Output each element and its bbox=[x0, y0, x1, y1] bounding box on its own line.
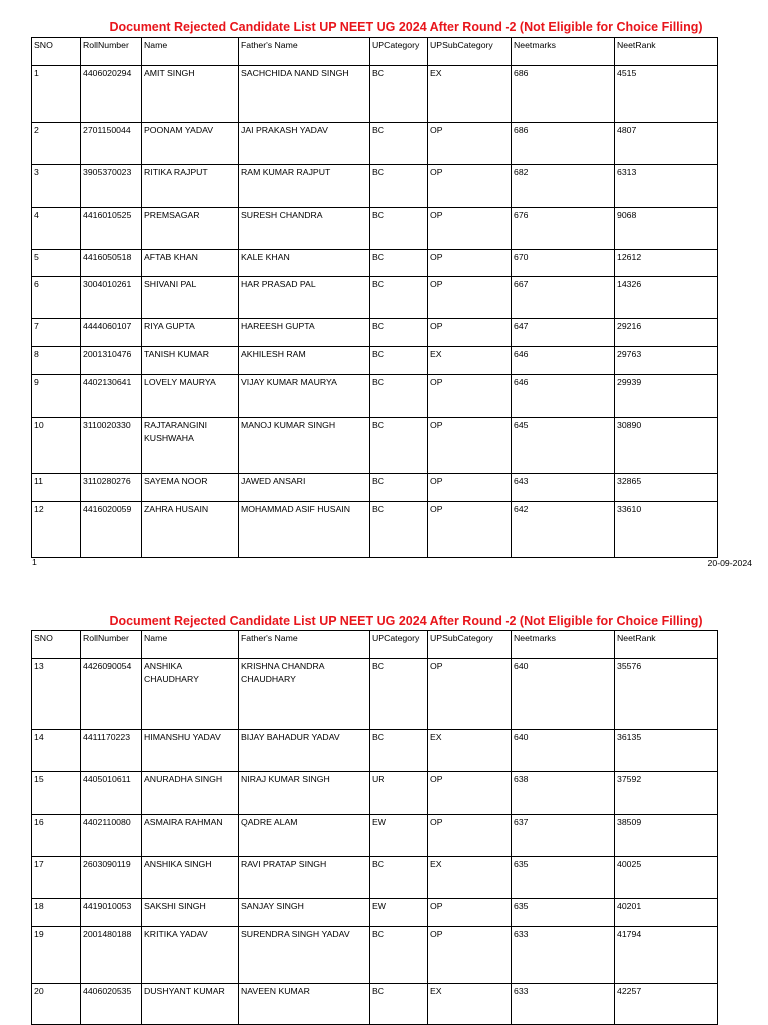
cell-sno: 1 bbox=[32, 66, 81, 123]
table-row bbox=[32, 815, 718, 857]
cell-upcategory: UR bbox=[370, 772, 428, 815]
cell-sno: 4 bbox=[32, 208, 81, 250]
cell-rollnumber: 2001480188 bbox=[81, 927, 142, 984]
cell-name: SHIVANI PAL bbox=[142, 277, 239, 319]
cell-fathers-name: HAR PRASAD PAL bbox=[239, 277, 370, 319]
cell-name: AFTAB KHAN bbox=[142, 250, 239, 277]
cell-neetrank: 32865 bbox=[615, 474, 718, 502]
cell-neetmarks: 635 bbox=[512, 899, 615, 927]
cell-upsubcategory: OP bbox=[428, 319, 512, 347]
cell-fathers-name: BIJAY BAHADUR YADAV bbox=[239, 730, 370, 772]
cell-rollnumber: 3110280276 bbox=[81, 474, 142, 502]
cell-rollnumber: 4444060107 bbox=[81, 319, 142, 347]
cell-sno: 15 bbox=[32, 772, 81, 815]
cell-neetrank: 40201 bbox=[615, 899, 718, 927]
cell-name: LOVELY MAURYA bbox=[142, 375, 239, 418]
cell-upcategory: BC bbox=[370, 165, 428, 208]
table-row bbox=[32, 984, 718, 1025]
cell-sno: 12 bbox=[32, 502, 81, 558]
cell-upsubcategory: OP bbox=[428, 502, 512, 558]
cell-neetmarks: 646 bbox=[512, 375, 615, 418]
cell-upsubcategory: OP bbox=[428, 277, 512, 319]
cell-sno: 14 bbox=[32, 730, 81, 772]
cell-upcategory: BC bbox=[370, 375, 428, 418]
header-upsubcategory: UPSubCategory bbox=[428, 38, 512, 66]
cell-rollnumber: 3004010261 bbox=[81, 277, 142, 319]
table-header-row bbox=[32, 631, 718, 659]
cell-sno: 9 bbox=[32, 375, 81, 418]
cell-name: HIMANSHU YADAV bbox=[142, 730, 239, 772]
header-neetrank: NeetRank bbox=[615, 38, 718, 66]
header-fathers-name: Father's Name bbox=[239, 38, 370, 66]
cell-upcategory: BC bbox=[370, 502, 428, 558]
cell-neetmarks: 640 bbox=[512, 730, 615, 772]
header-neetrank: NeetRank bbox=[615, 631, 718, 659]
cell-sno: 2 bbox=[32, 123, 81, 165]
cell-upsubcategory: OP bbox=[428, 250, 512, 277]
cell-neetrank: 29939 bbox=[615, 375, 718, 418]
cell-upcategory: BC bbox=[370, 208, 428, 250]
cell-upcategory: BC bbox=[370, 347, 428, 375]
cell-sno: 8 bbox=[32, 347, 81, 375]
cell-sno: 18 bbox=[32, 899, 81, 927]
cell-upcategory: EW bbox=[370, 899, 428, 927]
cell-neetmarks: 686 bbox=[512, 66, 615, 123]
cell-rollnumber: 4405010611 bbox=[81, 772, 142, 815]
cell-neetrank: 37592 bbox=[615, 772, 718, 815]
cell-sno: 17 bbox=[32, 857, 81, 899]
cell-sno: 10 bbox=[32, 418, 81, 474]
cell-rollnumber: 4419010053 bbox=[81, 899, 142, 927]
cell-upsubcategory: OP bbox=[428, 659, 512, 730]
cell-neetrank: 42257 bbox=[615, 984, 718, 1025]
cell-upsubcategory: OP bbox=[428, 375, 512, 418]
table-row bbox=[32, 857, 718, 899]
cell-upcategory: BC bbox=[370, 474, 428, 502]
header-upcategory: UPCategory bbox=[370, 38, 428, 66]
cell-upcategory: BC bbox=[370, 984, 428, 1025]
cell-neetmarks: 686 bbox=[512, 123, 615, 165]
cell-neetrank: 29216 bbox=[615, 319, 718, 347]
table-row bbox=[32, 730, 718, 772]
cell-neetrank: 9068 bbox=[615, 208, 718, 250]
cell-upcategory: BC bbox=[370, 123, 428, 165]
cell-name: PREMSAGAR bbox=[142, 208, 239, 250]
cell-sno: 6 bbox=[32, 277, 81, 319]
cell-upsubcategory: OP bbox=[428, 208, 512, 250]
cell-upsubcategory: EX bbox=[428, 857, 512, 899]
cell-neetmarks: 642 bbox=[512, 502, 615, 558]
cell-rollnumber: 3110020330 bbox=[81, 418, 142, 474]
page-title: Document Rejected Candidate List UP NEET UG 2024 After Round -2 (Not Eligible for Choice Filling) bbox=[109, 614, 703, 628]
cell-fathers-name: RAM KUMAR RAJPUT bbox=[239, 165, 370, 208]
header-name: Name bbox=[142, 38, 239, 66]
cell-neetmarks: 635 bbox=[512, 857, 615, 899]
cell-neetmarks: 667 bbox=[512, 277, 615, 319]
cell-neetrank: 40025 bbox=[615, 857, 718, 899]
header-name: Name bbox=[142, 631, 239, 659]
cell-fathers-name: QADRE ALAM bbox=[239, 815, 370, 857]
cell-neetrank: 4515 bbox=[615, 66, 718, 123]
header-sno: SNO bbox=[32, 631, 81, 659]
cell-upcategory: BC bbox=[370, 730, 428, 772]
cell-neetmarks: 670 bbox=[512, 250, 615, 277]
cell-rollnumber: 4402130641 bbox=[81, 375, 142, 418]
cell-name: RAJTARANGINI KUSHWAHA bbox=[142, 418, 239, 474]
cell-name: ASMAIRA RAHMAN bbox=[142, 815, 239, 857]
cell-name: ZAHRA HUSAIN bbox=[142, 502, 239, 558]
cell-rollnumber: 4406020535 bbox=[81, 984, 142, 1025]
cell-rollnumber: 4406020294 bbox=[81, 66, 142, 123]
cell-fathers-name: MANOJ KUMAR SINGH bbox=[239, 418, 370, 474]
cell-fathers-name: JAWED ANSARI bbox=[239, 474, 370, 502]
cell-neetrank: 35576 bbox=[615, 659, 718, 730]
cell-upcategory: BC bbox=[370, 319, 428, 347]
cell-upcategory: BC bbox=[370, 250, 428, 277]
cell-neetrank: 41794 bbox=[615, 927, 718, 984]
cell-name: TANISH KUMAR bbox=[142, 347, 239, 375]
page-title: Document Rejected Candidate List UP NEET UG 2024 After Round -2 (Not Eligible for Choice Filling) bbox=[109, 20, 703, 34]
cell-name: POONAM YADAV bbox=[142, 123, 239, 165]
cell-fathers-name: KALE KHAN bbox=[239, 250, 370, 277]
cell-fathers-name: HAREESH GUPTA bbox=[239, 319, 370, 347]
header-neetmarks: Neetmarks bbox=[512, 38, 615, 66]
cell-name: RITIKA RAJPUT bbox=[142, 165, 239, 208]
cell-upsubcategory: OP bbox=[428, 123, 512, 165]
cell-neetrank: 6313 bbox=[615, 165, 718, 208]
cell-sno: 11 bbox=[32, 474, 81, 502]
cell-rollnumber: 4416010525 bbox=[81, 208, 142, 250]
cell-neetrank: 33610 bbox=[615, 502, 718, 558]
cell-fathers-name: SACHCHIDA NAND SINGH bbox=[239, 66, 370, 123]
cell-neetrank: 36135 bbox=[615, 730, 718, 772]
cell-upcategory: BC bbox=[370, 66, 428, 123]
cell-fathers-name: SURENDRA SINGH YADAV bbox=[239, 927, 370, 984]
cell-neetrank: 4807 bbox=[615, 123, 718, 165]
cell-upcategory: BC bbox=[370, 927, 428, 984]
cell-fathers-name: KRISHNA CHANDRA CHAUDHARY bbox=[239, 659, 370, 730]
cell-fathers-name: MOHAMMAD ASIF HUSAIN bbox=[239, 502, 370, 558]
cell-neetmarks: 645 bbox=[512, 418, 615, 474]
cell-neetmarks: 633 bbox=[512, 927, 615, 984]
header-fathers-name: Father's Name bbox=[239, 631, 370, 659]
cell-upsubcategory: OP bbox=[428, 418, 512, 474]
cell-fathers-name: AKHILESH RAM bbox=[239, 347, 370, 375]
cell-neetrank: 12612 bbox=[615, 250, 718, 277]
header-sno: SNO bbox=[32, 38, 81, 66]
cell-rollnumber: 2701150044 bbox=[81, 123, 142, 165]
cell-rollnumber: 3905370023 bbox=[81, 165, 142, 208]
cell-neetmarks: 633 bbox=[512, 984, 615, 1025]
cell-sno: 3 bbox=[32, 165, 81, 208]
cell-sno: 5 bbox=[32, 250, 81, 277]
table-row bbox=[32, 659, 718, 730]
cell-upsubcategory: OP bbox=[428, 772, 512, 815]
cell-neetrank: 29763 bbox=[615, 347, 718, 375]
header-neetmarks: Neetmarks bbox=[512, 631, 615, 659]
cell-fathers-name: SANJAY SINGH bbox=[239, 899, 370, 927]
cell-sno: 20 bbox=[32, 984, 81, 1025]
cell-neetmarks: 640 bbox=[512, 659, 615, 730]
cell-neetmarks: 646 bbox=[512, 347, 615, 375]
cell-rollnumber: 4426090054 bbox=[81, 659, 142, 730]
table-row bbox=[32, 772, 718, 815]
cell-fathers-name: JAI PRAKASH YADAV bbox=[239, 123, 370, 165]
cell-name: DUSHYANT KUMAR bbox=[142, 984, 239, 1025]
page-number: 1 bbox=[32, 557, 37, 567]
header-rollnumber: RollNumber bbox=[81, 38, 142, 66]
cell-upcategory: BC bbox=[370, 857, 428, 899]
header-upcategory: UPCategory bbox=[370, 631, 428, 659]
cell-upcategory: BC bbox=[370, 277, 428, 319]
cell-neetrank: 30890 bbox=[615, 418, 718, 474]
table-row bbox=[32, 899, 718, 927]
cell-rollnumber: 2603090119 bbox=[81, 857, 142, 899]
cell-neetmarks: 676 bbox=[512, 208, 615, 250]
cell-sno: 13 bbox=[32, 659, 81, 730]
cell-rollnumber: 4411170223 bbox=[81, 730, 142, 772]
cell-neetmarks: 637 bbox=[512, 815, 615, 857]
cell-upsubcategory: OP bbox=[428, 815, 512, 857]
cell-rollnumber: 4402110080 bbox=[81, 815, 142, 857]
cell-name: SAYEMA NOOR bbox=[142, 474, 239, 502]
cell-name: AMIT SINGH bbox=[142, 66, 239, 123]
cell-upsubcategory: EX bbox=[428, 66, 512, 123]
cell-neetmarks: 643 bbox=[512, 474, 615, 502]
cell-neetmarks: 647 bbox=[512, 319, 615, 347]
cell-upsubcategory: OP bbox=[428, 474, 512, 502]
candidate-table bbox=[31, 630, 718, 1025]
cell-neetrank: 38509 bbox=[615, 815, 718, 857]
table-row bbox=[32, 927, 718, 984]
cell-sno: 19 bbox=[32, 927, 81, 984]
header-rollnumber: RollNumber bbox=[81, 631, 142, 659]
header-upsubcategory: UPSubCategory bbox=[428, 631, 512, 659]
cell-rollnumber: 2001310476 bbox=[81, 347, 142, 375]
cell-upcategory: BC bbox=[370, 659, 428, 730]
cell-name: ANURADHA SINGH bbox=[142, 772, 239, 815]
cell-name: SAKSHI SINGH bbox=[142, 899, 239, 927]
cell-fathers-name: NIRAJ KUMAR SINGH bbox=[239, 772, 370, 815]
cell-rollnumber: 4416020059 bbox=[81, 502, 142, 558]
cell-rollnumber: 4416050518 bbox=[81, 250, 142, 277]
cell-name: ANSHIKA CHAUDHARY bbox=[142, 659, 239, 730]
cell-upcategory: EW bbox=[370, 815, 428, 857]
cell-fathers-name: RAVI PRATAP SINGH bbox=[239, 857, 370, 899]
cell-upsubcategory: EX bbox=[428, 730, 512, 772]
cell-upsubcategory: OP bbox=[428, 927, 512, 984]
cell-upsubcategory: OP bbox=[428, 899, 512, 927]
cell-sno: 7 bbox=[32, 319, 81, 347]
cell-upsubcategory: EX bbox=[428, 984, 512, 1025]
cell-neetmarks: 682 bbox=[512, 165, 615, 208]
cell-neetmarks: 638 bbox=[512, 772, 615, 815]
page-date: 20-09-2024 bbox=[707, 558, 752, 568]
cell-upsubcategory: EX bbox=[428, 347, 512, 375]
cell-fathers-name: VIJAY KUMAR MAURYA bbox=[239, 375, 370, 418]
cell-name: RIYA GUPTA bbox=[142, 319, 239, 347]
cell-sno: 16 bbox=[32, 815, 81, 857]
cell-upcategory: BC bbox=[370, 418, 428, 474]
cell-name: ANSHIKA SINGH bbox=[142, 857, 239, 899]
cell-neetrank: 14326 bbox=[615, 277, 718, 319]
cell-fathers-name: NAVEEN KUMAR bbox=[239, 984, 370, 1025]
cell-upsubcategory: OP bbox=[428, 165, 512, 208]
cell-name: KRITIKA YADAV bbox=[142, 927, 239, 984]
cell-fathers-name: SURESH CHANDRA bbox=[239, 208, 370, 250]
